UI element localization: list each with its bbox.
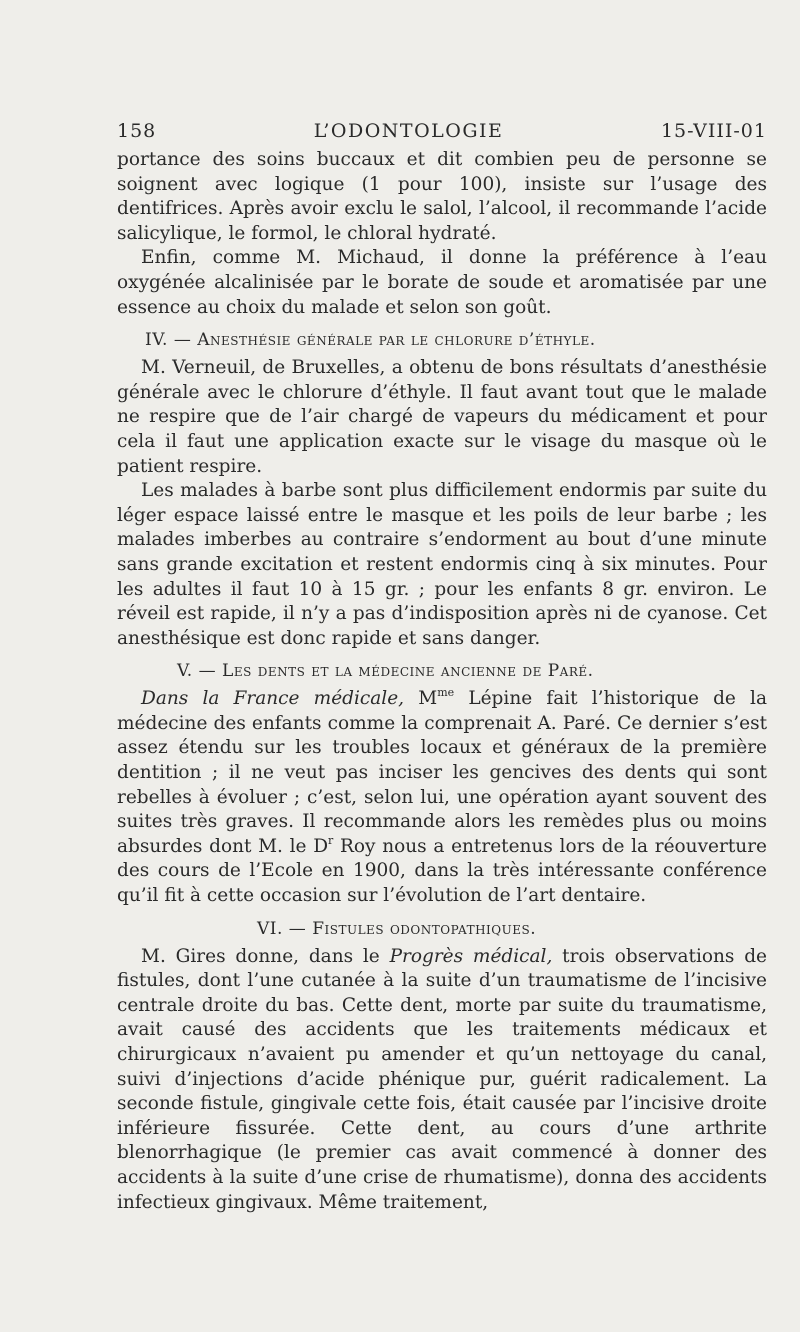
paragraph-5-text-a: Lépine fait l’historique de la médecine des enfants comme la comprenait A. Paré. Ce dernier s’est assez étendu sur les troubles locaux et généraux de la première dentition ; il ne veut pas inciser les gencives des dents qui sont rebelles à évoluer ; c’est, selon lui, une opération ayant souvent des suites très graves. Il recommande alors les remèdes plus ou moins absurdes dont M. le D bbox=[117, 688, 767, 857]
section-title: Anesthésie générale par le chlorure d’éthyle. bbox=[197, 330, 596, 351]
paragraph-3-text: M. Verneuil, de Bruxelles, a obtenu de bons résultats d’anesthésie générale avec le chlorure d’éthyle. Il faut avant tout que le malade ne respire que de l’air chargé de vapeurs du médicament et pour cela il faut une application exacte sur le visage du masque où le patient respire. bbox=[117, 357, 767, 477]
issue-date: 15-VIII-01 bbox=[660, 120, 767, 142]
running-header bbox=[117, 120, 767, 142]
paragraph-1: portance des soins buccaux et dit combien peu de personne se soignent avec logique (1 pour 100), insiste sur l’usage des dentifrices. Après avoir exclu le salol, l’alcool, il recommande l’acide salicylique, le formol, le chloral hydraté. bbox=[117, 149, 767, 244]
section-title: Fistules odontopathiques. bbox=[312, 918, 537, 939]
paragraph-6 bbox=[117, 945, 767, 1216]
section-heading-v bbox=[117, 661, 767, 681]
paragraph-2-text: Enfin, comme M. Michaud, il donne la préférence à l’eau oxygénée alcalinisée par le borate de soude et aromatisée par une essence au choix du malade et selon son goût. bbox=[117, 247, 767, 318]
honorific-superscript: me bbox=[437, 686, 455, 700]
section-number: IV. — bbox=[145, 330, 192, 351]
paragraph-2 bbox=[117, 246, 767, 320]
journal-citation: Dans la France médicale, bbox=[141, 688, 405, 710]
journal-citation: Progrès médical, bbox=[389, 945, 553, 967]
paragraph-3 bbox=[117, 356, 767, 479]
section-number: V. — bbox=[177, 661, 217, 682]
paragraph-5 bbox=[117, 687, 767, 908]
section-heading-vi bbox=[117, 919, 767, 939]
section-number: VI. — bbox=[257, 918, 307, 939]
journal-title: L’ODONTOLOGIE bbox=[313, 120, 504, 142]
page-number: 158 bbox=[117, 120, 157, 142]
honorific: M bbox=[418, 688, 438, 710]
section-heading-iv bbox=[117, 330, 767, 350]
page bbox=[117, 120, 767, 1215]
paragraph-4-text: Les malades à barbe sont plus difficilement endormis par suite du léger espace laissé entre le masque et les poils de leur barbe ; les malades imberbes au contraire s’endorment au bout d’une minute sans grande excitation et restent endormis cinq à six minutes. Pour les adultes il faut 10 à 15 gr. ; pour les enfants 8 gr. environ. Le réveil est rapide, il n’y a pas d’indisposition après ni de cyanose. Cet anesthésique est donc rapide et sans danger. bbox=[117, 480, 767, 649]
section-title: Les dents et la médecine ancienne de Paré. bbox=[222, 661, 594, 682]
paragraph-6-lead: M. Gires donne, dans le bbox=[141, 945, 390, 967]
paragraph-5-text-b: Roy nous a entretenus lors de la réouverture des cours de l’Ecole en 1900, dans la très intéressante conférence qu’il fit à cette occasion sur l’évolution de l’art dentaire. bbox=[117, 835, 767, 907]
paragraph-6-text: trois observations de fistules, dont l’une cutanée à la suite d’un traumatisme de l’incisive centrale droite du bas. Cette dent, morte par suite du traumatisme, avait causé des accidents que les traitements médicaux et chirurgicaux n’avaient pu amender et qu’un nettoyage du canal, suivi d’injections d’acide phénique pur, guérit radicalement. La seconde fistule, gingivale cette fois, était causée par l’incisive droite inférieure fissurée. Cette dent, au cours d’une arthrite blenorrhagique (le premier cas avait commencé à donner des accidents à la suite d’une crise de rhumatisme), donna des accidents infectieux gingivaux. Même traitement, bbox=[117, 945, 767, 1213]
doctor-superscript: r bbox=[328, 833, 334, 847]
paragraph-4 bbox=[117, 479, 767, 651]
